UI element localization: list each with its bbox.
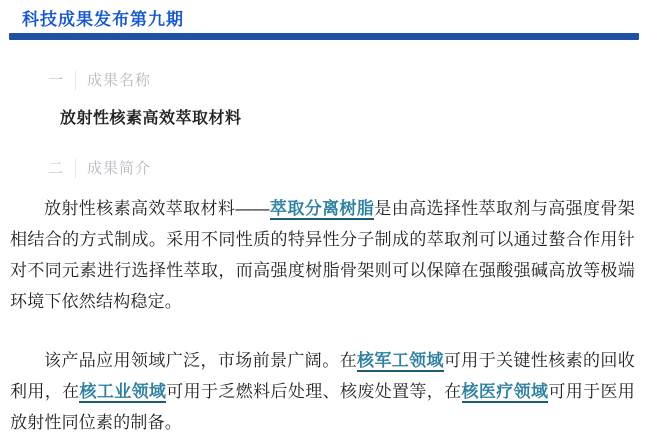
text-segment: 可用于关键性核素的回收利用，在	[10, 351, 635, 401]
page-title: 科技成果发布第九期	[22, 10, 184, 29]
highlight-term: 核军工领域	[356, 351, 444, 370]
highlight-term: 核工业领域	[79, 382, 167, 401]
text-segment: 可用于医用放射性同位素的制备。	[10, 382, 636, 432]
text-segment: 是由高选择性萃取剂与高强度骨架相结合的方式制成。采用不同性质的特异性分子制成的萃取剂可以通过螯合作用针对不同元素进行选择性萃取，而高强度树脂骨架则可以保障在强酸强碱高放等极端环境下依然结构稳定。	[10, 199, 636, 311]
section-1-label: 成果名称	[87, 72, 152, 89]
paragraph-applications	[10, 345, 635, 438]
highlight-term: 核医疗领域	[461, 382, 549, 401]
section-2-heading	[48, 159, 635, 178]
achievement-name: 放射性核素高效萃取材料	[60, 110, 242, 127]
text-segment: 放射性核素高效萃取材料——	[44, 199, 270, 218]
header-divider-bar	[9, 33, 639, 40]
paragraph-intro	[10, 193, 635, 317]
section-1-heading	[48, 71, 635, 90]
text-segment: 可用于乏燃料后处理、核废处置等，在	[166, 382, 462, 401]
document-body	[0, 71, 645, 438]
section-2-label: 成果简介	[87, 160, 152, 177]
text-segment: 该产品应用领域广泛，市场前景广阔。在	[44, 351, 357, 370]
highlight-term: 萃取分离树脂	[269, 199, 375, 218]
page-header	[0, 0, 645, 31]
section-1-number: 一	[48, 71, 76, 90]
section-2-number: 二	[48, 159, 76, 178]
